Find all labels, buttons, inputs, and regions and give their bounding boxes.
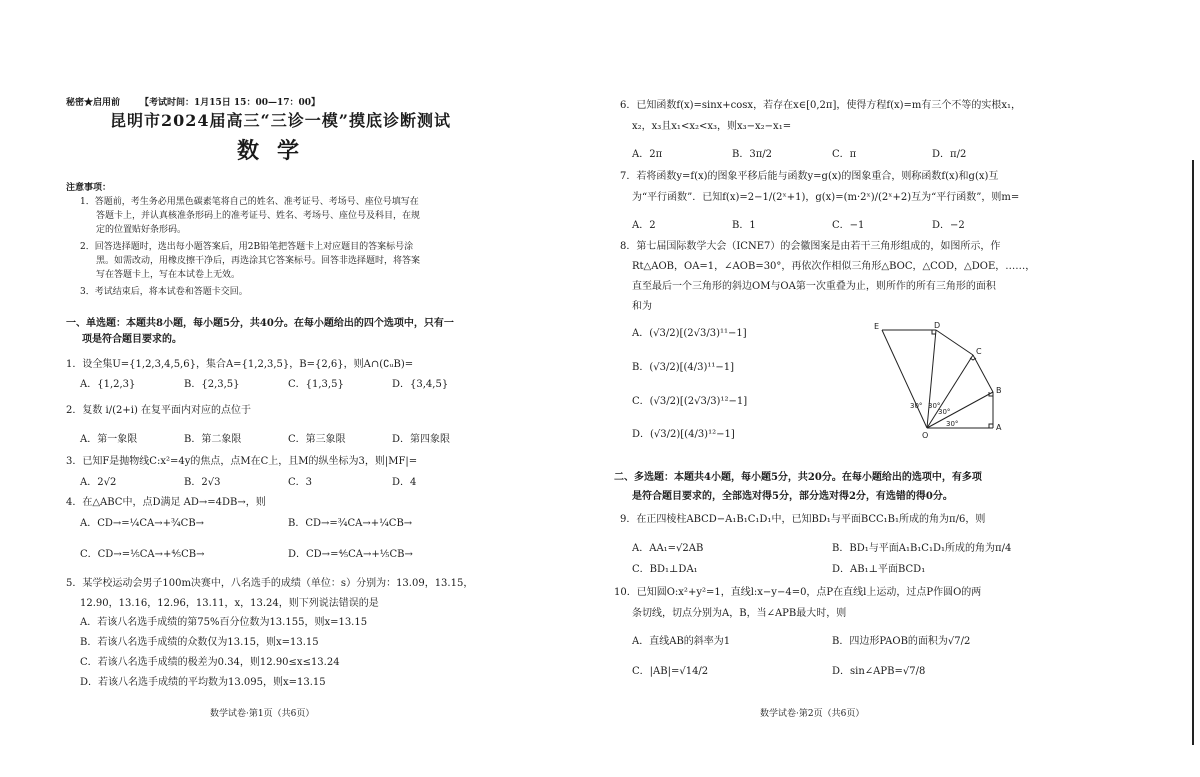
- option: B．BD₁与平面A₁B₁C₁D₁所成的角为π/4: [832, 543, 1012, 554]
- option: C．π: [832, 149, 857, 160]
- note-line: 答题卡上，并认真核准条形码上的准考证号、姓名、考场号、座位号及科目，在规: [96, 211, 421, 221]
- option: B．四边形PAOB的面积为√7/2: [832, 636, 971, 647]
- q9-stem: 9．在正四棱柱ABCD−A₁B₁C₁D₁中，已知BD₁与平面BCC₁B₁所成的角为π/6，则: [620, 514, 986, 525]
- option: D．sin∠APB=√7/8: [832, 666, 926, 677]
- option: B．1: [732, 220, 756, 231]
- q3-options: [80, 476, 416, 489]
- option: A．第一象限: [80, 434, 138, 445]
- note-line: 1．答题前，考生务必用黑色碳素笔将自己的姓名、准考证号、考场号、座位号填写在: [80, 197, 419, 207]
- q10-options-2: [632, 665, 925, 678]
- option: A．2√2: [80, 477, 117, 488]
- option: A．2π: [632, 149, 663, 160]
- option: C．−1: [832, 220, 865, 231]
- segment-DC: [936, 330, 973, 355]
- page-footer: 数学试卷·第1页（共6页）: [210, 709, 315, 719]
- q7-options: [632, 219, 965, 232]
- section-1-heading-cont: 项是符合题目要求的。: [82, 334, 182, 345]
- q4-options-2: [80, 548, 413, 561]
- segment-EO: [882, 330, 927, 428]
- q10-stem-cont: 条切线，切点分别为A，B，当∠APB最大时，则: [632, 608, 847, 619]
- angle-label: 30°: [928, 402, 941, 410]
- option: D．第四象限: [392, 434, 451, 445]
- option: A．若该八名选手成绩的第75%百分位数为13.155，则x=13.15: [80, 617, 368, 628]
- q7-stem: 7．若将函数y=f(x)的图象平移后能与函数y=g(x)的图象重合，则称函数f(x)和g(x)互: [620, 171, 999, 182]
- option: B．2√3: [184, 477, 221, 488]
- note-line: 2．回答选择题时，选出每小题答案后，用2B铅笔把答题卡上对应题目的答案标号涂: [80, 242, 414, 252]
- angle-label: 30°: [910, 402, 923, 410]
- q9-options-2: [632, 563, 925, 576]
- option: B．{2,3,5}: [184, 379, 240, 390]
- q5-stem-cont: 12.90，13.16，12.96，13.11，x，13.24，则下列说法错误的是: [80, 598, 379, 609]
- option: B．第二象限: [184, 434, 242, 445]
- segment-DO: [927, 330, 936, 428]
- point-label: A: [996, 423, 1002, 432]
- option: C．CD→=⅕CA→+⅘CB→: [80, 549, 205, 560]
- option: D．若该八名选手成绩的平均数为13.095，则x=13.15: [80, 677, 326, 688]
- q1-options: [80, 378, 448, 391]
- exam-time: 【考试时间：1月15日 15：00—17：00】: [140, 98, 321, 108]
- q9-options: [632, 542, 1011, 555]
- point-label: E: [874, 322, 880, 331]
- point-label: C: [976, 347, 982, 356]
- option: A．{1,2,3}: [80, 379, 136, 390]
- option: A．直线AB的斜率为1: [632, 636, 731, 647]
- q10-options: [632, 635, 970, 648]
- point-label: B: [996, 386, 1002, 395]
- q3-stem: 3．已知F是抛物线C:x²=4y的焦点，点M在C上，且M的纵坐标为3，则|MF|=: [66, 456, 418, 467]
- option: B．3π/2: [732, 149, 773, 160]
- subject-title: 数学: [237, 138, 318, 164]
- q6-stem: 6．已知函数f(x)=sinx+cosx，若存在x∈[0,2π]，使得方程f(x)=m有三个不等的实根x₁，: [620, 100, 1022, 111]
- option: D．AB₁⊥平面BCD₁: [832, 564, 926, 575]
- section-2-heading: 二、多选题：本题共4小题，每小题5分，共20分。在每小题给出的选项中，有多项: [614, 472, 982, 483]
- page-2: [600, 0, 1200, 777]
- option: A．2: [632, 220, 656, 231]
- note-line: 定的位置贴好条形码。: [96, 225, 187, 235]
- option: C．(√3/2)[(2√3/3)¹²−1]: [632, 396, 748, 407]
- option: D．−2: [932, 220, 965, 231]
- angle-label: 30°: [938, 408, 951, 416]
- segment-CB: [973, 355, 993, 392]
- q4-stem: 4．在△ABC中，点D满足 AD→=4DB→，则: [66, 497, 266, 508]
- q2-options: [80, 433, 450, 446]
- right-angle-mark: [989, 424, 993, 428]
- option: D．{3,4,5}: [392, 379, 449, 390]
- q8-stem: 8．第七届国际数学大会（ICNE7）的会徽图案是由若干三角形组成的，如图所示，作: [620, 241, 1001, 252]
- note-line: 黑。如需改动，用橡皮擦干净后，再选涂其它答案标号。回答非选择题时，将答案: [96, 256, 421, 266]
- q8-stem-cont: 直至最后一个三角形的斜边OM与OA第一次重叠为止，则所作的所有三角形的面积: [632, 281, 996, 292]
- page-edge-rule: [1192, 160, 1194, 745]
- secret-label: 秘密★启用前: [66, 98, 121, 108]
- option: D．4: [392, 477, 417, 488]
- option: C．BD₁⊥DA₁: [632, 564, 698, 575]
- q8-stem-cont: 和为: [632, 301, 652, 312]
- option: C．|AB|=√14/2: [632, 666, 709, 677]
- note-line: 3．考试结束后，将本试卷和答题卡交回。: [80, 287, 248, 297]
- option: A．AA₁=√2AB: [632, 543, 704, 554]
- option: C．若该八名选手成绩的极差为0.34，则12.90≤x≤13.24: [80, 657, 340, 668]
- q7-stem-cont: 为“平行函数”．已知f(x)=2−1/(2ˣ+1)，g(x)=(m·2ˣ)/(2ˣ+2)互为“平行函数”，则m=: [632, 192, 1020, 203]
- option: D．(√3/2)[(4/3)¹²−1]: [632, 429, 735, 440]
- q8-figure: [870, 318, 1020, 448]
- q10-stem: 10．已知圆O:x²+y²=1，直线l:x−y−4=0，点P在直线l上运动，过点P作圆O的两: [614, 587, 982, 598]
- option: A．CD→=¼CA→+¾CB→: [80, 518, 205, 529]
- q4-options: [80, 517, 412, 530]
- section-2-heading-cont: 是符合题目要求的，全部选对得5分，部分选对得2分，有选错的得0分。: [632, 491, 953, 502]
- option: B．(√3/2)[(4/3)¹¹−1]: [632, 362, 735, 373]
- notes-heading: 注意事项：: [66, 183, 112, 193]
- point-label: O: [922, 431, 929, 440]
- page-footer: 数学试卷·第2页（共6页）: [760, 709, 865, 719]
- section-1-heading: 一、单选题：本题共8小题，每小题5分，共40分。在每小题给出的四个选项中，只有一: [66, 318, 454, 329]
- q2-stem: 2．复数 i/(2+i) 在复平面内对应的点位于: [66, 405, 252, 416]
- option: B．若该八名选手成绩的众数仅为13.15，则x=13.15: [80, 637, 319, 648]
- q5-stem: 5．某学校运动会男子100m决赛中，八名选手的成绩（单位：s）分别为：13.09，13.15，: [66, 578, 474, 589]
- exam-title: 昆明市2024届高三“三诊一模”摸底诊断测试: [110, 111, 451, 130]
- option: C．第三象限: [288, 434, 346, 445]
- point-label: D: [934, 321, 941, 330]
- q6-stem-cont: x₂，x₃且x₁<x₂<x₃，则x₃−x₂−x₁=: [632, 121, 792, 132]
- option: D．CD→=⅘CA→+⅕CB→: [288, 549, 413, 560]
- option: D．π/2: [932, 149, 967, 160]
- segment-CO: [927, 355, 973, 428]
- q6-options: [632, 148, 966, 161]
- q8-stem-cont: Rt△AOB，OA=1，∠AOB=30°，再依次作相似三角形△BOC，△COD，△DOE，……，: [632, 261, 1036, 272]
- option: B．CD→=¾CA→+¼CB→: [288, 518, 413, 529]
- option: A．(√3/2)[(2√3/3)¹¹−1]: [632, 328, 747, 339]
- note-line: 写在答题卡上，写在本试卷上无效。: [96, 270, 241, 280]
- angle-label: 30°: [946, 420, 959, 428]
- option: C．{1,3,5}: [288, 379, 344, 390]
- q1-stem: 1．设全集U={1,2,3,4,5,6}，集合A={1,2,3,5}，B={2,6}，则A∩(∁ᵤB)=: [66, 359, 414, 370]
- segment-BO: [927, 392, 993, 428]
- option: C．3: [288, 477, 313, 488]
